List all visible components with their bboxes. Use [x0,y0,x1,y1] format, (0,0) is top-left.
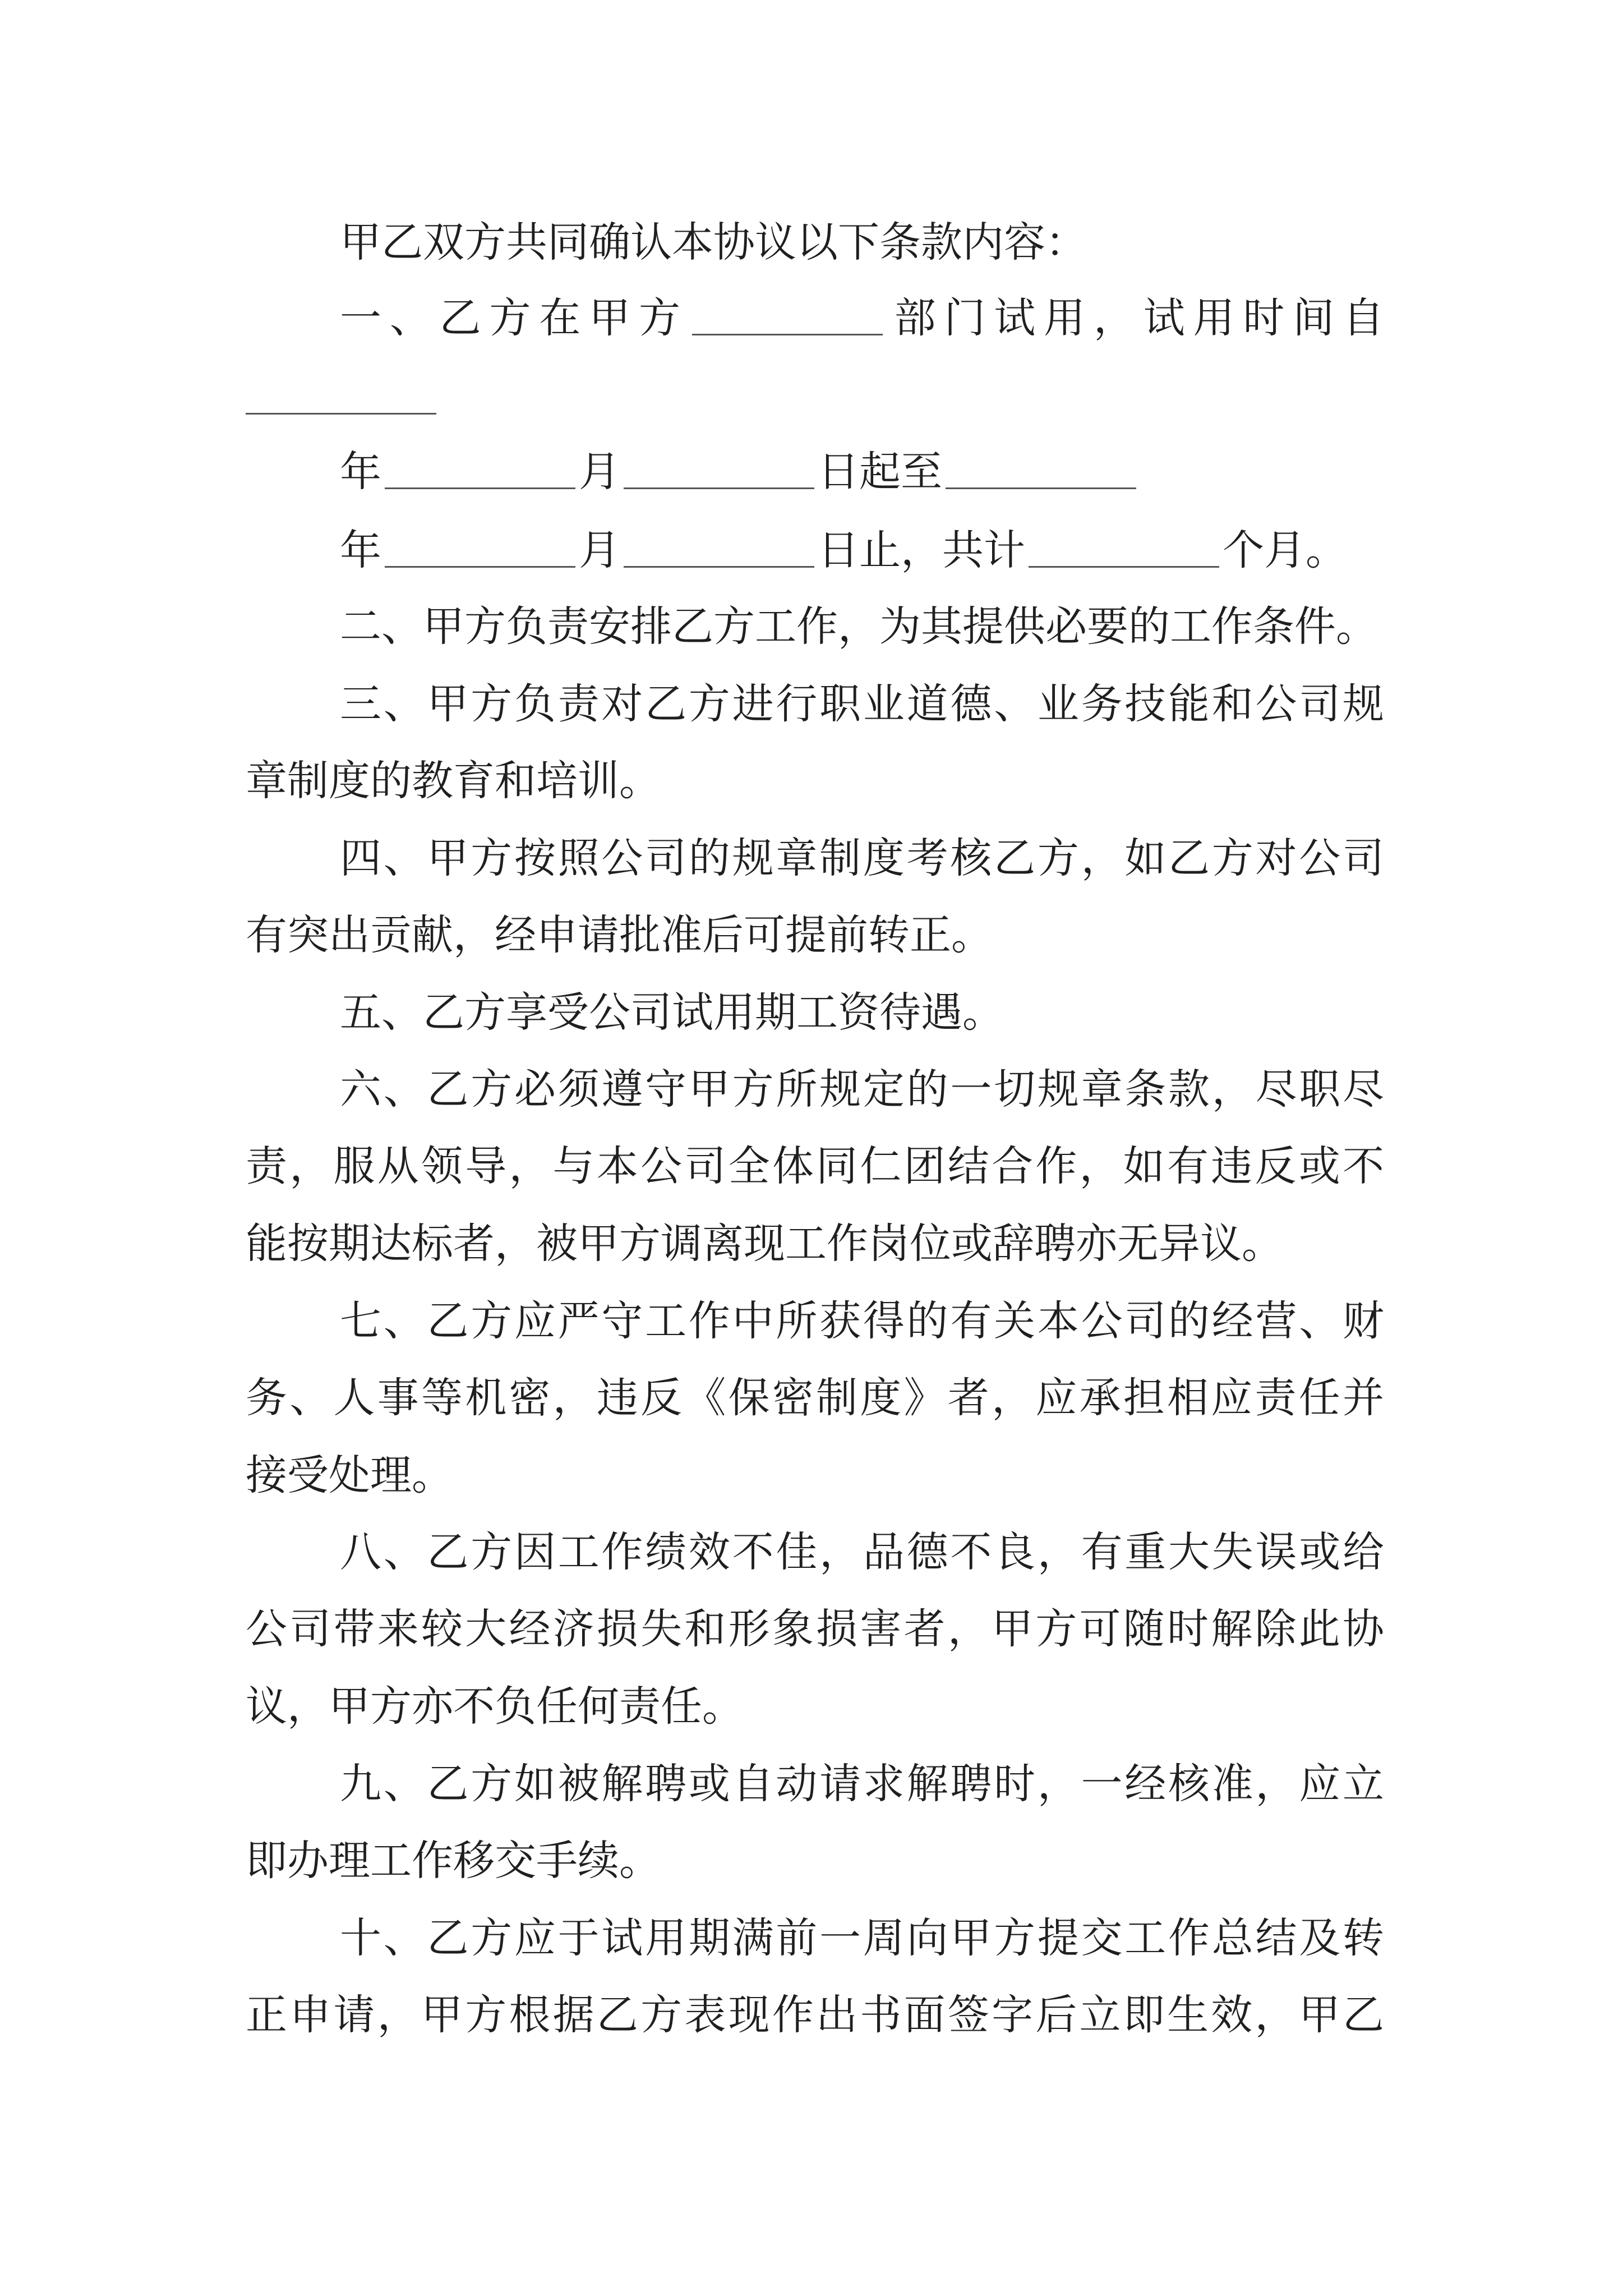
intro-line: 甲乙双方共同确认本协议以下条款内容： [340,218,1087,266]
clause-1-line-1: 一、乙方在甲方 部门试用，试用时间自 [340,294,1384,342]
clause-10-line-2: 正申请，甲方根据乙方表现作出书面签字后立即生效，甲乙 [246,1991,1384,2039]
clause-8-line-1: 八、乙方因工作绩效不佳，品德不良，有重大失误或给 [340,1528,1384,1576]
end-year-blank[interactable] [385,565,575,568]
start-year-blank[interactable] [385,487,575,489]
start-blank[interactable] [246,412,436,415]
clause-1-date-to: 年 月 日止，共计 个月。 [340,526,1347,574]
clause-4-line-2: 有突出贡献，经申请批准后可提前转正。 [246,911,993,959]
clause-6-line-2: 责，服从领导，与本公司全体同仁团结合作，如有违反或不 [246,1142,1384,1190]
clause-6-line-3: 能按期达标者，被甲方调离现工作岗位或辞聘亦无异议。 [246,1220,1283,1268]
clause-10-line-1: 十、乙方应于试用期满前一周向甲方提交工作总结及转 [340,1914,1384,1962]
clause-9-line-1: 九、乙方如被解聘或自动请求解聘时，一经核准，应立 [340,1760,1384,1808]
clause-3-line-2: 章制度的教育和培训。 [246,757,661,805]
clause-4-line-1: 四、甲方按照公司的规章制度考核乙方，如乙方对公司 [340,834,1384,882]
end-month-blank[interactable] [624,565,814,568]
end-blank[interactable] [946,487,1136,489]
clause-1-date-from: 年 月 日起至 [340,451,1384,493]
clause-2: 二、甲方负责安排乙方工作，为其提供必要的工作条件。 [340,602,1377,651]
department-blank[interactable] [692,333,883,335]
clause-6-line-1: 六、乙方必须遵守甲方所规定的一切规章条款，尽职尽 [340,1065,1384,1114]
clause-9-line-2: 即办理工作移交手续。 [246,1837,661,1885]
clause-5: 五、乙方享受公司试用期工资待遇。 [340,988,1004,1037]
clause-8-line-3: 议，甲方亦不负任何责任。 [246,1682,744,1731]
clause-8-line-2: 公司带来较大经济损失和形象损害者，甲方可随时解除此协 [246,1605,1384,1653]
clause-7-line-2: 务、人事等机密，违反《保密制度》者，应承担相应责任并 [246,1374,1384,1422]
total-months-blank[interactable] [1029,565,1219,568]
clause-7-line-3: 接受处理。 [246,1451,453,1499]
start-month-blank[interactable] [624,487,814,489]
clause-3-line-1: 三、甲方负责对乙方进行职业道德、业务技能和公司规 [340,680,1384,728]
clause-7-line-1: 七、乙方应严守工作中所获得的有关本公司的经营、财 [340,1297,1384,1345]
